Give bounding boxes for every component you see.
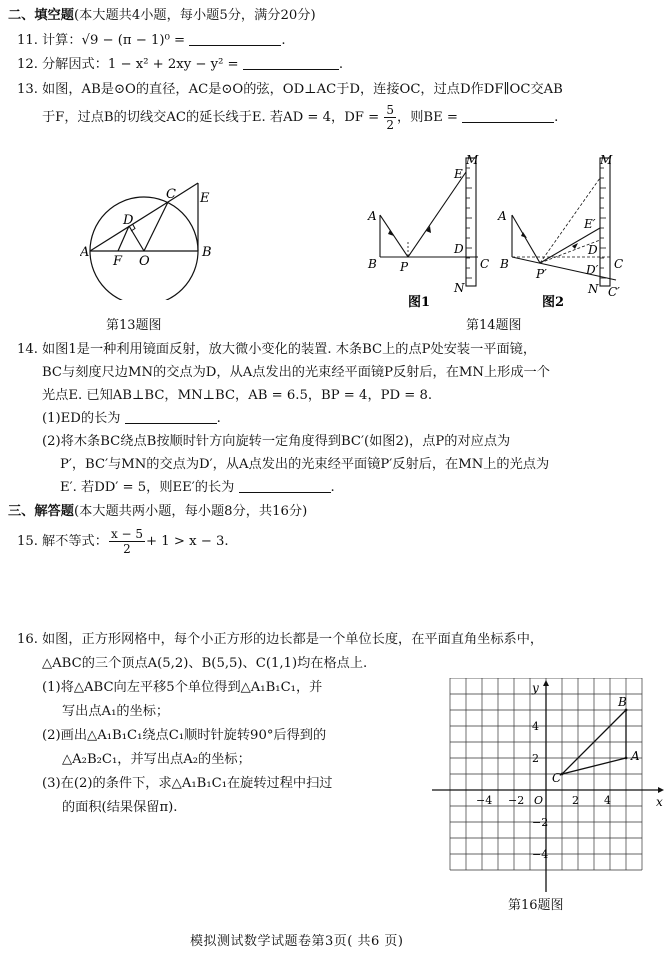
x-tick-label: 4 [604,794,611,807]
question-14-part-1 [42,409,221,429]
label-f: F [113,254,123,269]
section-2-header [8,6,316,26]
label-d-2: D [588,243,598,257]
vertex-label-a: A [631,749,640,763]
label-p-prime: P′ [536,267,547,281]
triangle-abc [552,695,640,785]
question-11 [8,31,286,51]
numerator: x − 5 [110,527,144,541]
label-d: D [454,242,464,256]
vertex-label-b: B [618,695,627,709]
label-e: E [200,191,210,206]
answer-blank-14-2[interactable] [239,478,331,493]
x-axis-label: x [656,795,663,809]
label-d-prime: D′ [586,263,599,277]
question-number: 16. [17,632,38,647]
question-number: 12. [17,57,38,72]
punct: . [216,411,221,426]
label-b: B [368,257,377,271]
question-13-text-2: 于F，过点B的切线交AC的延长线于E. 若AD = 4，DF = [42,110,380,125]
question-16-part-3-line-2: 的面积(结果保留π). [62,800,178,815]
y-tick-label: −2 [532,816,549,829]
label-b: B [202,245,212,260]
fraction-x-5-over-2 [109,528,145,555]
punct: . [281,33,286,48]
section-3-header [8,502,307,522]
label-a: A [80,245,90,260]
figure-13-caption: 第13题图 [106,318,162,333]
page-footer: 模拟测试数学试题卷第3页( 共6 页) [190,934,404,949]
y-tick-label: −4 [532,848,549,861]
label-c: C [480,257,490,271]
label-n: N [454,281,465,295]
question-15-text-2: + 1 > x − 3. [146,534,229,549]
label-n-2: N [588,282,599,296]
figure-14-part-1 [367,153,489,310]
figure-14-part-2 [497,153,623,310]
vertex-point-b [625,709,628,712]
question-16-part-1-line-1: (1)将△ABC向左平移5个单位得到△A₁B₁C₁，并 [42,680,323,695]
question-14-line-1 [8,340,536,360]
label-c-2: C [614,257,624,271]
label-c: C [166,187,176,202]
question-16-part-2-line-1: (2)画出△A₁B₁C₁绕点C₁顺时针旋转90°后得到的 [42,728,327,743]
question-13-line-2 [42,104,558,131]
answer-blank-11[interactable] [189,31,281,46]
question-number: 15. [17,534,38,549]
question-14-line-3: 光点E. 已知AB⊥BC，MN⊥BC，AB = 6.5，BP = 4，PD = 8. [42,388,433,403]
question-14-line-2: BC与刻度尺边MN的交点为D，从A点发出的光束经平面镜P反射后，在MN上形成一个 [42,365,550,380]
question-16-part-3-line-1: (3)在(2)的条件下，求△A₁B₁C₁在旋转过程中扫过 [42,776,333,791]
question-12 [8,55,343,75]
y-axis-label: y [532,681,539,695]
label-d: D [123,213,134,228]
question-14-text-1: 如图1是一种利用镜面反射，放大微小变化的装置. 木条BC上的点P处安装一平面镜， [42,342,537,357]
label-c-prime: C′ [608,285,620,299]
figure-14 [360,150,660,315]
question-14-part-2-line-1: (2)将木条BC绕点B按顺时针方向旋转一定角度得到BC′(如图2)，点P的对应点为 [42,434,511,449]
numerator: 5 [386,103,395,117]
label-e-prime: E′ [584,217,596,231]
y-axis-arrow [543,680,549,686]
question-number: 14. [17,342,38,357]
figure-14-caption: 第14题图 [466,318,522,333]
denominator: 2 [386,118,395,132]
ruler-mn-2 [600,158,610,286]
label-m: M [466,153,479,167]
ruler-mn [466,158,476,286]
question-12-text: 分解因式：1 − x² + 2xy − y² = [42,57,239,72]
question-14-part-2-line-3 [60,478,335,498]
section-2-note: (本大题共4小题，每小题5分，满分20分) [73,8,316,23]
x-axis-arrow [658,787,664,793]
question-15 [8,528,229,555]
vertex-label-c: C [552,771,562,785]
question-15-text: 解不等式： [42,534,108,549]
figure-14-label-2: 图2 [542,295,565,310]
question-13-line-1 [8,80,563,100]
x-tick-label: −2 [508,794,525,807]
origin-label: O [534,794,544,807]
question-14-part-2-line-2: P′，BC′与MN的交点为D′，从A点发出的光束经平面镜P′反射后，在MN上的光点为 [60,457,550,472]
question-13-text-1: 如图，AB是⊙O的直径，AC是⊙O的弦，OD⊥AC于D，连接OC，过点D作DF∥OC交AB [42,82,563,97]
denominator: 2 [123,542,131,556]
label-o: O [139,254,150,269]
punct: . [554,110,559,125]
label-p: P [400,260,409,274]
ruler-ticks [466,168,472,278]
punct: . [338,57,344,72]
punct: . [330,480,335,495]
question-14-part-2-text: E′. 若DD′ = 5，则EE′的长为 [60,480,235,495]
vertex-point-a [625,757,628,760]
question-16-text-1: 如图，正方形网格中，每个小正方形的边长都是一个单位长度，在平面直角坐标系中， [42,632,544,647]
question-number: 13. [17,82,38,97]
question-11-text: 计算：√9 − (π − 1)⁰ = [42,33,186,48]
section-2-title: 二、填空题 [8,8,74,23]
label-a-2: A [498,209,507,223]
question-16-part-2-line-2: △A₂B₂C₁，并写出点A₂的坐标； [62,752,251,767]
label-b-2: B [500,257,509,271]
answer-blank-13[interactable] [462,108,554,123]
y-tick-label: 4 [532,720,539,733]
question-16-part-1-line-2: 写出点A₁的坐标； [62,704,170,719]
question-16-line-1 [8,630,543,650]
answer-blank-12[interactable] [243,55,339,70]
ray-ap-prime [512,215,540,263]
fraction-5-2 [384,104,396,131]
question-13-text-3: ，则BE = [397,110,458,125]
label-a: A [368,209,377,223]
y-tick-label: 2 [532,752,539,765]
figure-13 [80,150,222,300]
question-number: 11. [17,33,38,48]
answer-blank-14-1[interactable] [125,409,217,424]
question-14-part-1-text: (1)ED的长为 [42,411,121,426]
tick-labels [476,681,663,861]
figure-14-label-1: 图1 [408,295,431,310]
ruler-ticks-2 [600,168,606,278]
label-m-2: M [600,153,613,167]
figure-16-caption: 第16题图 [508,898,564,913]
question-16-line-2: △ABC的三个顶点A(5,2)、B(5,5)、C(1,1)均在格点上. [42,656,368,671]
segment-od [129,226,144,251]
label-e: E [454,167,463,181]
section-3-title: 三、解答题 [8,504,74,519]
section-3-note: (本大题共两小题，每小题8分，共16分) [73,504,308,519]
figure-16-grid [426,678,666,898]
circle-o [90,197,198,300]
x-tick-label: −4 [476,794,493,807]
x-tick-label: 2 [572,794,579,807]
